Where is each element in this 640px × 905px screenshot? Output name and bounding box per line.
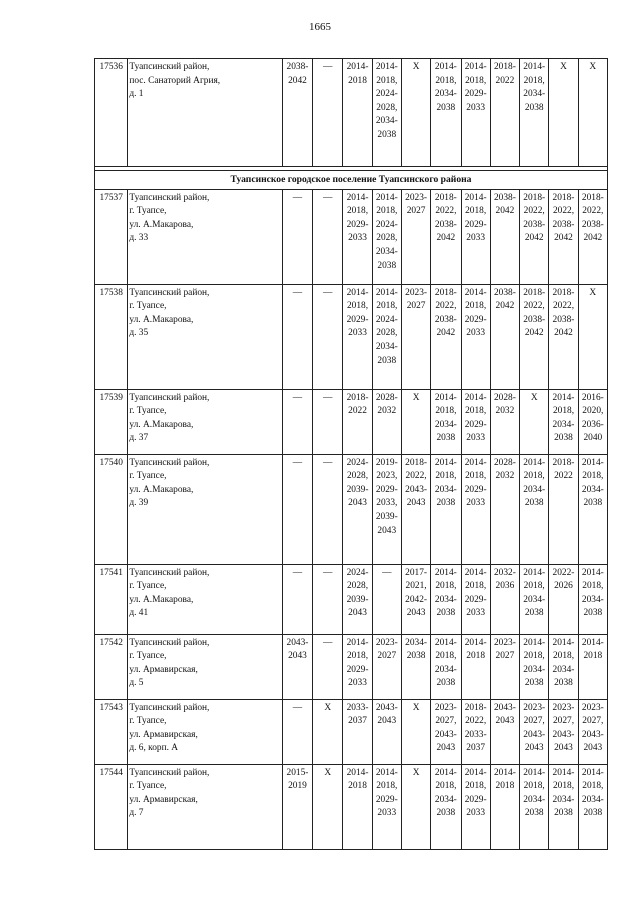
- period-cell: 2018- 2022, 2033- 2037: [461, 699, 490, 764]
- period-cell: 2023- 2027, 2043- 2043: [520, 699, 549, 764]
- period-cell: 2016- 2020, 2036- 2040: [578, 389, 607, 454]
- period-cell: —: [282, 564, 312, 634]
- section-title: Туапсинское городское поселение Туапсинского района: [95, 171, 608, 190]
- period-cell: —: [282, 189, 312, 284]
- period-cell: —: [372, 564, 401, 634]
- period-cell: —: [313, 284, 343, 389]
- period-cell: 2014- 2018, 2034- 2038: [520, 454, 549, 564]
- period-cell: 2023- 2027: [490, 634, 519, 699]
- period-cell: 2014- 2018, 2024- 2028, 2034- 2038: [372, 284, 401, 389]
- section-header-row: [95, 171, 608, 190]
- period-cell: 2014- 2018, 2034- 2038: [431, 389, 461, 454]
- period-cell: —: [313, 389, 343, 454]
- period-cell: —: [282, 454, 312, 564]
- period-cell: 2023- 2027, 2043- 2043: [549, 699, 578, 764]
- table-row: [95, 284, 608, 389]
- period-cell: 2014- 2018, 2029- 2033: [461, 764, 490, 849]
- period-cell: 2014- 2018, 2029- 2033: [461, 389, 490, 454]
- period-cell: 2018- 2022, 2043- 2043: [401, 454, 430, 564]
- page-number: 1665: [309, 21, 331, 33]
- period-cell: 2014- 2018, 2029- 2033: [461, 564, 490, 634]
- period-cell: 2014- 2018: [461, 634, 490, 699]
- row-address: Туапсинский район, г. Туапсе, ул. А.Макарова, д. 33: [128, 189, 283, 284]
- row-number: 17537: [95, 189, 128, 284]
- period-cell: 2014- 2018, 2029- 2033: [343, 634, 372, 699]
- period-cell: 2014- 2018: [490, 764, 519, 849]
- period-cell: Х: [549, 59, 578, 167]
- register-table: [94, 58, 608, 850]
- row-number: 17541: [95, 564, 128, 634]
- period-cell: Х: [578, 284, 607, 389]
- period-cell: 2014- 2018, 2034- 2038: [578, 454, 607, 564]
- period-cell: 2014- 2018, 2034- 2038: [431, 564, 461, 634]
- period-cell: 2014- 2018, 2029- 2033: [461, 189, 490, 284]
- table-row: [95, 564, 608, 634]
- table-row: [95, 59, 608, 167]
- period-cell: Х: [313, 699, 343, 764]
- row-number: 17544: [95, 764, 128, 849]
- period-cell: 2034- 2038: [401, 634, 430, 699]
- table-row: [95, 634, 608, 699]
- period-cell: —: [313, 634, 343, 699]
- period-cell: 2023- 2027: [401, 284, 430, 389]
- period-cell: 2014- 2018: [578, 634, 607, 699]
- period-cell: 2038- 2042: [490, 189, 519, 284]
- period-cell: 2014- 2018, 2034- 2038: [520, 764, 549, 849]
- period-cell: Х: [401, 764, 430, 849]
- period-cell: 2038- 2042: [490, 284, 519, 389]
- period-cell: Х: [313, 764, 343, 849]
- period-cell: 2014- 2018, 2034- 2038: [578, 564, 607, 634]
- period-cell: 2014- 2018, 2029- 2033: [372, 764, 401, 849]
- period-cell: 2014- 2018, 2034- 2038: [549, 389, 578, 454]
- period-cell: 2028- 2032: [490, 454, 519, 564]
- period-cell: 2018- 2022: [490, 59, 519, 167]
- period-cell: 2014- 2018: [343, 764, 372, 849]
- period-cell: 2023- 2027: [372, 634, 401, 699]
- period-cell: 2019- 2023, 2029- 2033, 2039- 2043: [372, 454, 401, 564]
- period-cell: 2014- 2018, 2034- 2038: [520, 59, 549, 167]
- period-cell: —: [313, 189, 343, 284]
- period-cell: Х: [578, 59, 607, 167]
- period-cell: 2014- 2018, 2029- 2033: [343, 284, 372, 389]
- period-cell: 2032- 2036: [490, 564, 519, 634]
- period-cell: 2023- 2027, 2043- 2043: [578, 699, 607, 764]
- table-row: [95, 454, 608, 564]
- period-cell: —: [282, 284, 312, 389]
- period-cell: —: [313, 564, 343, 634]
- period-cell: 2014- 2018, 2034- 2038: [520, 634, 549, 699]
- period-cell: 2014- 2018, 2024- 2028, 2034- 2038: [372, 59, 401, 167]
- row-address: Туапсинский район, г. Туапсе, ул. А.Макарова, д. 37: [128, 389, 283, 454]
- period-cell: 2017- 2021, 2042- 2043: [401, 564, 430, 634]
- period-cell: 2018- 2022, 2038- 2042: [549, 284, 578, 389]
- period-cell: —: [313, 454, 343, 564]
- period-cell: 2014- 2018, 2034- 2038: [431, 764, 461, 849]
- row-number: 17538: [95, 284, 128, 389]
- row-address: Туапсинский район, г. Туапсе, ул. Армавирская, д. 5: [128, 634, 283, 699]
- period-cell: 2043- 2043: [490, 699, 519, 764]
- row-number: 17539: [95, 389, 128, 454]
- period-cell: 2022- 2026: [549, 564, 578, 634]
- period-cell: 2014- 2018, 2034- 2038: [431, 634, 461, 699]
- period-cell: Х: [401, 699, 430, 764]
- period-cell: 2014- 2018: [343, 59, 372, 167]
- period-cell: 2014- 2018, 2029- 2033: [461, 284, 490, 389]
- period-cell: 2023- 2027: [401, 189, 430, 284]
- period-cell: 2033- 2037: [343, 699, 372, 764]
- row-number: 17540: [95, 454, 128, 564]
- period-cell: 2028- 2032: [372, 389, 401, 454]
- period-cell: 2024- 2028, 2039- 2043: [343, 564, 372, 634]
- period-cell: 2018- 2022, 2038- 2042: [520, 284, 549, 389]
- period-cell: 2018- 2022, 2038- 2042: [520, 189, 549, 284]
- period-cell: 2014- 2018, 2034- 2038: [578, 764, 607, 849]
- period-cell: 2014- 2018, 2029- 2033: [343, 189, 372, 284]
- row-address: Туапсинский район, г. Туапсе, ул. А.Макарова, д. 39: [128, 454, 283, 564]
- row-number: 17543: [95, 699, 128, 764]
- period-cell: —: [313, 59, 343, 167]
- table-row: [95, 699, 608, 764]
- row-address: Туапсинский район, г. Туапсе, ул. Армавирская, д. 7: [128, 764, 283, 849]
- period-cell: 2018- 2022: [549, 454, 578, 564]
- period-cell: 2014- 2018, 2034- 2038: [549, 764, 578, 849]
- period-cell: 2018- 2022, 2038- 2042: [431, 284, 461, 389]
- period-cell: 2014- 2018, 2024- 2028, 2034- 2038: [372, 189, 401, 284]
- period-cell: 2043- 2043: [282, 634, 312, 699]
- period-cell: Х: [520, 389, 549, 454]
- period-cell: Х: [401, 59, 430, 167]
- row-number: 17542: [95, 634, 128, 699]
- period-cell: —: [282, 699, 312, 764]
- period-cell: 2038- 2042: [282, 59, 312, 167]
- period-cell: 2023- 2027, 2043- 2043: [431, 699, 461, 764]
- period-cell: 2014- 2018, 2029- 2033: [461, 59, 490, 167]
- period-cell: 2014- 2018, 2034- 2038: [520, 564, 549, 634]
- period-cell: Х: [401, 389, 430, 454]
- period-cell: 2015- 2019: [282, 764, 312, 849]
- period-cell: 2018- 2022: [343, 389, 372, 454]
- table-row: [95, 389, 608, 454]
- period-cell: 2014- 2018, 2029- 2033: [461, 454, 490, 564]
- table-row: [95, 764, 608, 849]
- period-cell: 2018- 2022, 2038- 2042: [578, 189, 607, 284]
- row-address: Туапсинский район, г. Туапсе, ул. Армавирская, д. 6, корп. А: [128, 699, 283, 764]
- period-cell: 2014- 2018, 2034- 2038: [431, 59, 461, 167]
- period-cell: 2028- 2032: [490, 389, 519, 454]
- period-cell: 2014- 2018, 2034- 2038: [549, 634, 578, 699]
- row-address: Туапсинский район, г. Туапсе, ул. А.Макарова, д. 35: [128, 284, 283, 389]
- row-number: 17536: [95, 59, 128, 167]
- period-cell: 2014- 2018, 2034- 2038: [431, 454, 461, 564]
- period-cell: —: [282, 389, 312, 454]
- period-cell: 2024- 2028, 2039- 2043: [343, 454, 372, 564]
- period-cell: 2018- 2022, 2038- 2042: [549, 189, 578, 284]
- table-row: [95, 189, 608, 284]
- row-address: Туапсинский район, пос. Санаторий Агрия, д. 1: [128, 59, 283, 167]
- period-cell: 2018- 2022, 2038- 2042: [431, 189, 461, 284]
- period-cell: 2043- 2043: [372, 699, 401, 764]
- row-address: Туапсинский район, г. Туапсе, ул. А.Макарова, д. 41: [128, 564, 283, 634]
